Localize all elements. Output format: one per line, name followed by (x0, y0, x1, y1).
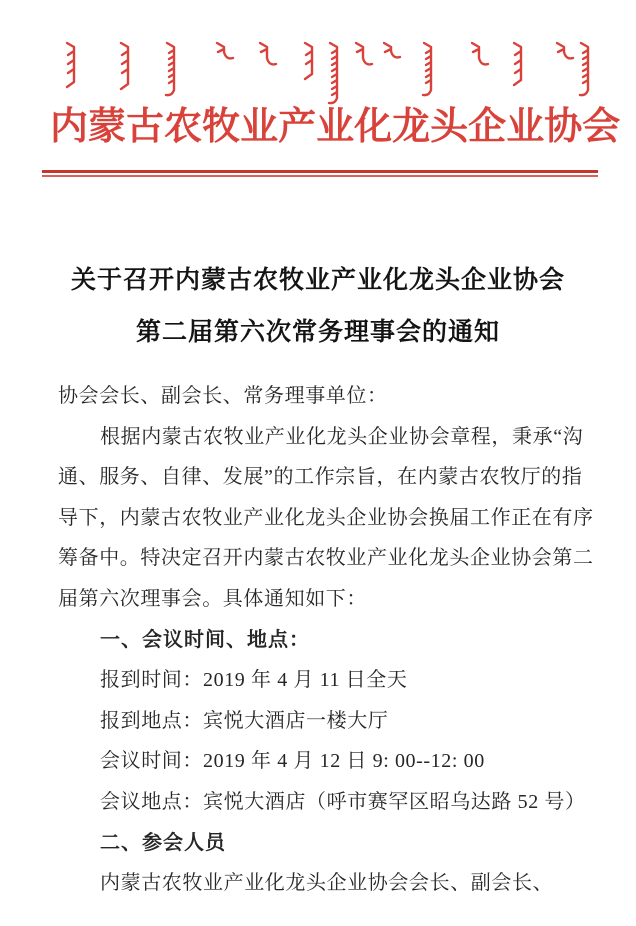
letterhead-divider (42, 170, 598, 177)
org-name-char: 内 (50, 106, 89, 148)
section-heading-line: 二、参会人员 (100, 831, 226, 854)
mongolian-word-glyph (112, 40, 140, 104)
org-name-char: 企 (468, 106, 507, 148)
org-name-char: 协 (544, 106, 583, 148)
org-name-char: 龙 (392, 106, 431, 148)
notice-title (0, 255, 636, 359)
org-name-char: 头 (430, 106, 469, 148)
text-line: 导下，内蒙古农牧业产业化龙头企业协会换届工作正在有序 (58, 506, 594, 529)
text-line: 协会会长、副会长、常务理事单位： (58, 385, 388, 407)
org-name-char: 业 (240, 106, 279, 148)
text-line: 报到时间：2019 年 4 月 11 日全天 (100, 669, 408, 692)
mongolian-word-glyph (296, 40, 324, 94)
org-name-char: 化 (354, 106, 393, 148)
mongolian-word-glyph (58, 40, 86, 102)
text-line: 通、服务、自律、发展”的工作宗旨，在内蒙古农牧厅的指 (58, 466, 583, 489)
text-line: 根据内蒙古农牧业产业化龙头企业协会章程，秉承“沟 (100, 425, 584, 448)
org-name-char: 业 (316, 106, 355, 148)
org-name-char: 蒙 (88, 106, 127, 148)
divider-thick-line (42, 170, 598, 173)
text-line: 筹备中。特决定召开内蒙古农牧业产业化龙头企业协会第二 (58, 547, 594, 570)
section-heading-line: 一、会议时间、地点： (100, 628, 310, 651)
mongolian-word-glyph (463, 40, 491, 76)
notice-title-line1: 关于召开内蒙古农牧业产业化龙头企业协会 (70, 267, 565, 294)
org-name-char: 古 (126, 106, 165, 148)
notice-title-line2: 第二届第六次常务理事会的通知 (135, 319, 500, 346)
org-name-char: 农 (164, 106, 203, 148)
text-line: 届第六次理事会。具体通知如下： (58, 587, 367, 610)
mongolian-word-glyph (158, 40, 186, 110)
divider-thin-line (42, 175, 598, 177)
mongolian-word-glyph (347, 40, 375, 76)
mongolian-word-glyph (208, 40, 236, 70)
mongolian-word-glyph (375, 40, 403, 69)
text-line: 内蒙古农牧业产业化龙头企业协会会长、副会长、 (100, 872, 554, 895)
org-name-char: 业 (506, 106, 545, 148)
org-name-char: 会 (582, 106, 621, 148)
mongolian-word-glyph (572, 40, 600, 110)
text-line: 会议时间：2019 年 4 月 12 日 9: 00--12: 00 (100, 750, 485, 773)
mongolian-word-glyph (415, 40, 443, 110)
org-name-char: 牧 (202, 106, 241, 148)
org-name (50, 104, 621, 150)
notice-content (58, 376, 603, 904)
org-name-char: 产 (278, 106, 317, 148)
mongolian-word-glyph (251, 40, 279, 76)
text-line: 会议地点：宾悦大酒店（呼市赛罕区昭乌达路 52 号） (100, 790, 586, 813)
mongolian-word-glyph (505, 40, 533, 100)
text-line: 报到地点：宾悦大酒店一楼大厅 (100, 709, 389, 732)
